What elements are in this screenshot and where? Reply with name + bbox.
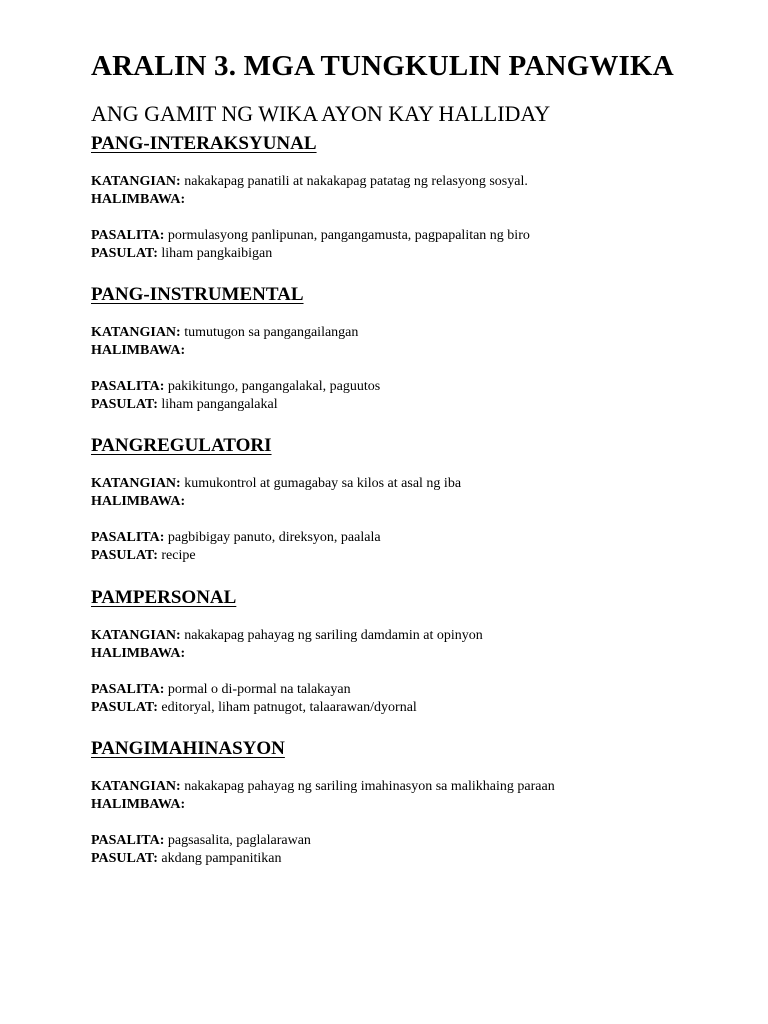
pasalita-text: pagsasalita, paglalarawan [167,833,311,848]
katangian-line [91,324,751,342]
section-pang-instrumental [91,284,751,413]
halimbawa-label: HALIMBAWA: [91,796,186,812]
pasulat-label: PASULAT: [91,245,158,261]
pasulat-text: recipe [161,547,196,563]
pasalita-text: pakikitungo, pangangalakal, paguutos [167,379,381,394]
halimbawa-label: HALIMBAWA: [91,493,186,509]
katangian-text: nakakapag panatili at nakakapag patatag ng relasyong sosyal. [184,174,528,189]
pasulat-text: editoryal, liham patnugot, talaarawan/dyornal [161,699,417,715]
halimbawa-label: HALIMBAWA: [91,191,186,207]
section-heading: PANG-INSTRUMENTAL [91,284,304,305]
katangian-text: kumukontrol at gumagabay sa kilos at asal ng iba [184,476,462,491]
pasulat-line [91,245,751,263]
halimbawa-label: HALIMBAWA: [91,342,186,358]
pasalita-text: pormulasyong panlipunan, pangangamusta, pagpapalitan ng biro [167,228,530,243]
pasulat-text: akdang pampanitikan [161,850,282,866]
katangian-line [91,475,751,493]
page-title: ARALIN 3. MGA TUNGKULIN PANGWIKA [91,50,674,82]
page-subtitle: ANG GAMIT NG WIKA AYON KAY HALLIDAY [91,101,551,126]
katangian-line [91,627,751,645]
pasalita-text: pormal o di-pormal na talakayan [167,682,351,697]
pasalita-label: PASALITA: [91,228,165,243]
pasalita-label: PASALITA: [91,530,165,545]
katangian-line [91,173,751,191]
pasalita-label: PASALITA: [91,379,165,394]
pasalita-line [91,529,751,547]
section-pangimahinasyon [91,738,751,867]
section-pang-interaksyunal [91,133,751,262]
katangian-label: KATANGIAN: [91,174,181,189]
pasalita-line [91,681,751,699]
katangian-label: KATANGIAN: [91,325,181,340]
pasulat-line [91,396,751,414]
pasalita-line [91,832,751,850]
pasalita-label: PASALITA: [91,682,165,697]
pasulat-line [91,850,751,868]
section-pangregulatori [91,435,751,564]
pasulat-label: PASULAT: [91,547,158,563]
katangian-label: KATANGIAN: [91,628,181,643]
katangian-text: nakakapag pahayag ng sariling damdamin at opinyon [184,628,483,643]
pasulat-label: PASULAT: [91,699,158,715]
halimbawa-label: HALIMBAWA: [91,645,186,661]
section-pampersonal [91,587,751,716]
section-heading: PANG-INTERAKSYUNAL [91,133,317,154]
pasulat-text: liham pangangalakal [161,396,278,412]
katangian-label: KATANGIAN: [91,476,181,491]
katangian-text: nakakapag pahayag ng sariling imahinasyon sa malikhaing paraan [184,779,555,794]
katangian-line [91,778,751,796]
section-heading: PAMPERSONAL [91,587,237,608]
pasulat-label: PASULAT: [91,396,158,412]
pasalita-text: pagbibigay panuto, direksyon, paalala [167,530,381,545]
pasulat-label: PASULAT: [91,850,158,866]
section-heading: PANGIMAHINASYON [91,738,285,759]
katangian-label: KATANGIAN: [91,779,181,794]
pasulat-text: liham pangkaibigan [161,245,273,261]
section-heading: PANGREGULATORI [91,435,272,456]
pasalita-line [91,378,751,396]
pasulat-line [91,547,751,565]
pasulat-line [91,699,751,717]
pasalita-line [91,227,751,245]
katangian-text: tumutugon sa pangangailangan [184,325,359,340]
pasalita-label: PASALITA: [91,833,165,848]
